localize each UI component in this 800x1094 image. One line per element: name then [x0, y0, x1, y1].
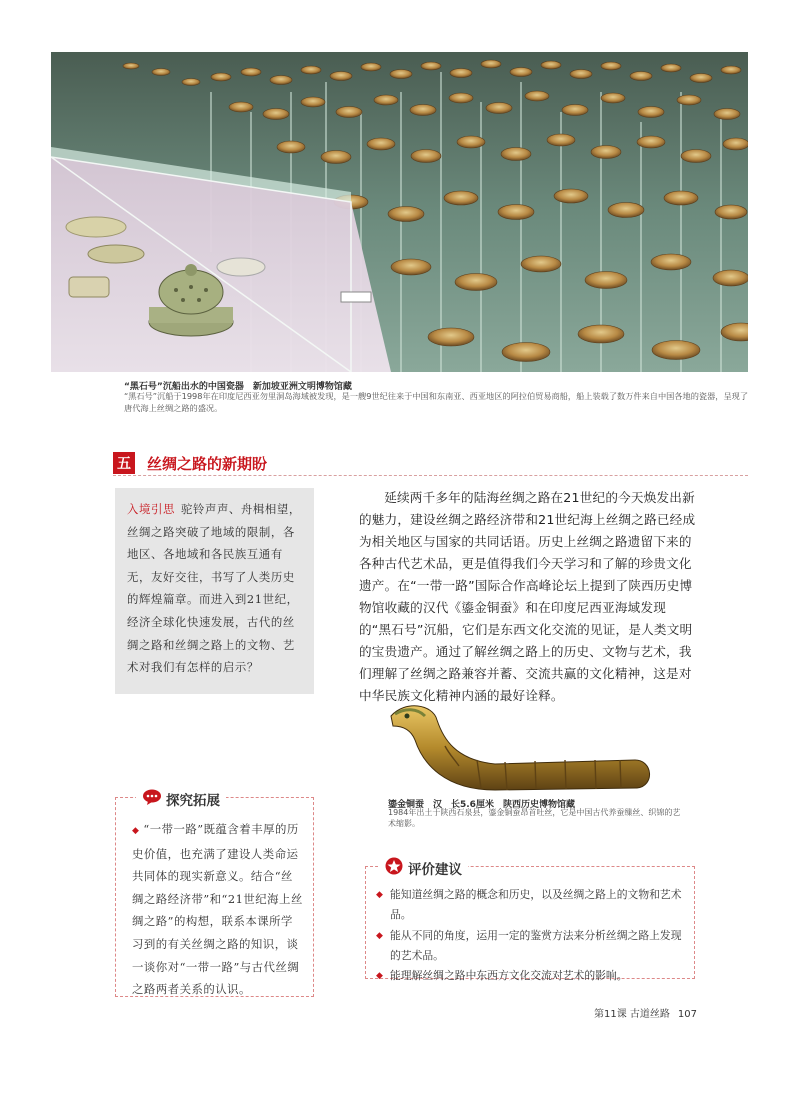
section-divider — [113, 475, 748, 477]
photo-caption-body: “黑石号”沉船于1998年在印度尼西亚勿里洞岛海域被发现，是一艘9世纪往来于中国和东南亚、西亚地区的阿拉伯贸易商船，船上装载了数万件来自中国各地的瓷器，呈现了唐代海上丝绸之路的盛况。 — [124, 391, 749, 413]
museum-photo — [51, 52, 748, 372]
section-number: 五 — [113, 452, 135, 474]
intro-label: 入境引思 — [127, 502, 175, 516]
explore-title: 探究拓展 — [166, 793, 220, 809]
gilt-bronze-silkworm-image — [385, 702, 657, 796]
evaluation-item: ◆ 能知道丝绸之路的概念和历史，以及丝绸之路上的文物和艺术品。 — [376, 885, 688, 926]
footer-lesson: 第11课 古道丝路 — [594, 1009, 670, 1020]
section-title: 丝绸之路的新期盼 — [147, 454, 268, 473]
evaluation-item: ◆ 能从不同的角度，运用一定的鉴赏方法来分析丝绸之路上发现的艺术品。 — [376, 926, 688, 967]
diamond-bullet-icon: ◆ — [132, 826, 140, 836]
evaluation-title: 评价建议 — [408, 862, 462, 878]
speech-bubble-icon — [142, 789, 162, 809]
intro-text: 驼铃声声、舟楫相望，丝绸之路突破了地域的限制，各地区、各地域和各民族互通有无，友好交往，书写了人类历史的辉煌篇章。而进入到21世纪，经济全球化快速发展，古代的丝绸之路和丝绸之路上的文物、艺术对我们有怎样的启示？ — [127, 502, 301, 675]
diamond-bullet-icon: ◆ — [376, 930, 383, 941]
evaluation-item: ◆ 能理解丝绸之路中东西方文化交流对艺术的影响。 — [376, 966, 688, 986]
photo-caption-title: “黑石号”沉船出水的中国瓷器 新加坡亚洲文明博物馆藏 — [124, 382, 352, 392]
star-badge-icon — [384, 857, 404, 879]
page-number: 107 — [677, 1009, 697, 1020]
explore-box — [115, 793, 314, 997]
diamond-bullet-icon: ◆ — [376, 971, 383, 982]
main-paragraph: 延续两千多年的陆海丝绸之路在21世纪的今天焕发出新的魅力，建设丝绸之路经济带和21世纪海上丝绸之路已经成为相关地区与国家的共同话语。历史上丝绸之路遗留下来的各种古代艺术品，更是值得我们今天学习和了解的珍贵文化遗产。在“一带一路”国际合作高峰论坛上提到了陕西历史博物馆收藏的汉代《鎏金铜蚕》和在印度尼西亚海域发现的“黑石号”沉船，它们是东西文化交流的见证，是人类文明的宝贵遗产。通过了解丝绸之路上的历史、文物与艺术，我们理解了丝绸之路兼容并蓄、交流共赢的文化精神，这是对中华民族文化精神内涵的最好诠释。 — [359, 490, 696, 703]
main-text — [359, 487, 697, 707]
evaluation-list — [376, 885, 688, 986]
intro-box — [115, 488, 314, 694]
artifact-caption-body: 1984年出土于陕西石泉县，鎏金铜蚕昂首吐丝，它是中国古代养蚕缫丝、织锦的艺术缩影。 — [388, 808, 681, 828]
explore-text: “一带一路”既蕴含着丰厚的历史价值，也充满了建设人类命运共同体的现实新意义。结合“丝绸之路经济带”和“21世纪海上丝绸之路”的构想，联系本课所学习到的有关丝绸之路的知识，谈一谈你对“一带一路”与古代丝绸之路两者关系的认识。 — [132, 822, 303, 997]
evaluation-heading — [378, 857, 468, 879]
explore-body — [132, 818, 304, 1001]
diamond-bullet-icon: ◆ — [376, 890, 383, 900]
page-footer — [594, 1005, 697, 1020]
section-heading — [113, 452, 267, 474]
explore-heading — [136, 789, 226, 809]
artifact-caption-title: 鎏金铜蚕 汉 长5.6厘米 陕西历史博物馆藏 — [388, 800, 575, 810]
evaluation-box — [365, 862, 695, 983]
